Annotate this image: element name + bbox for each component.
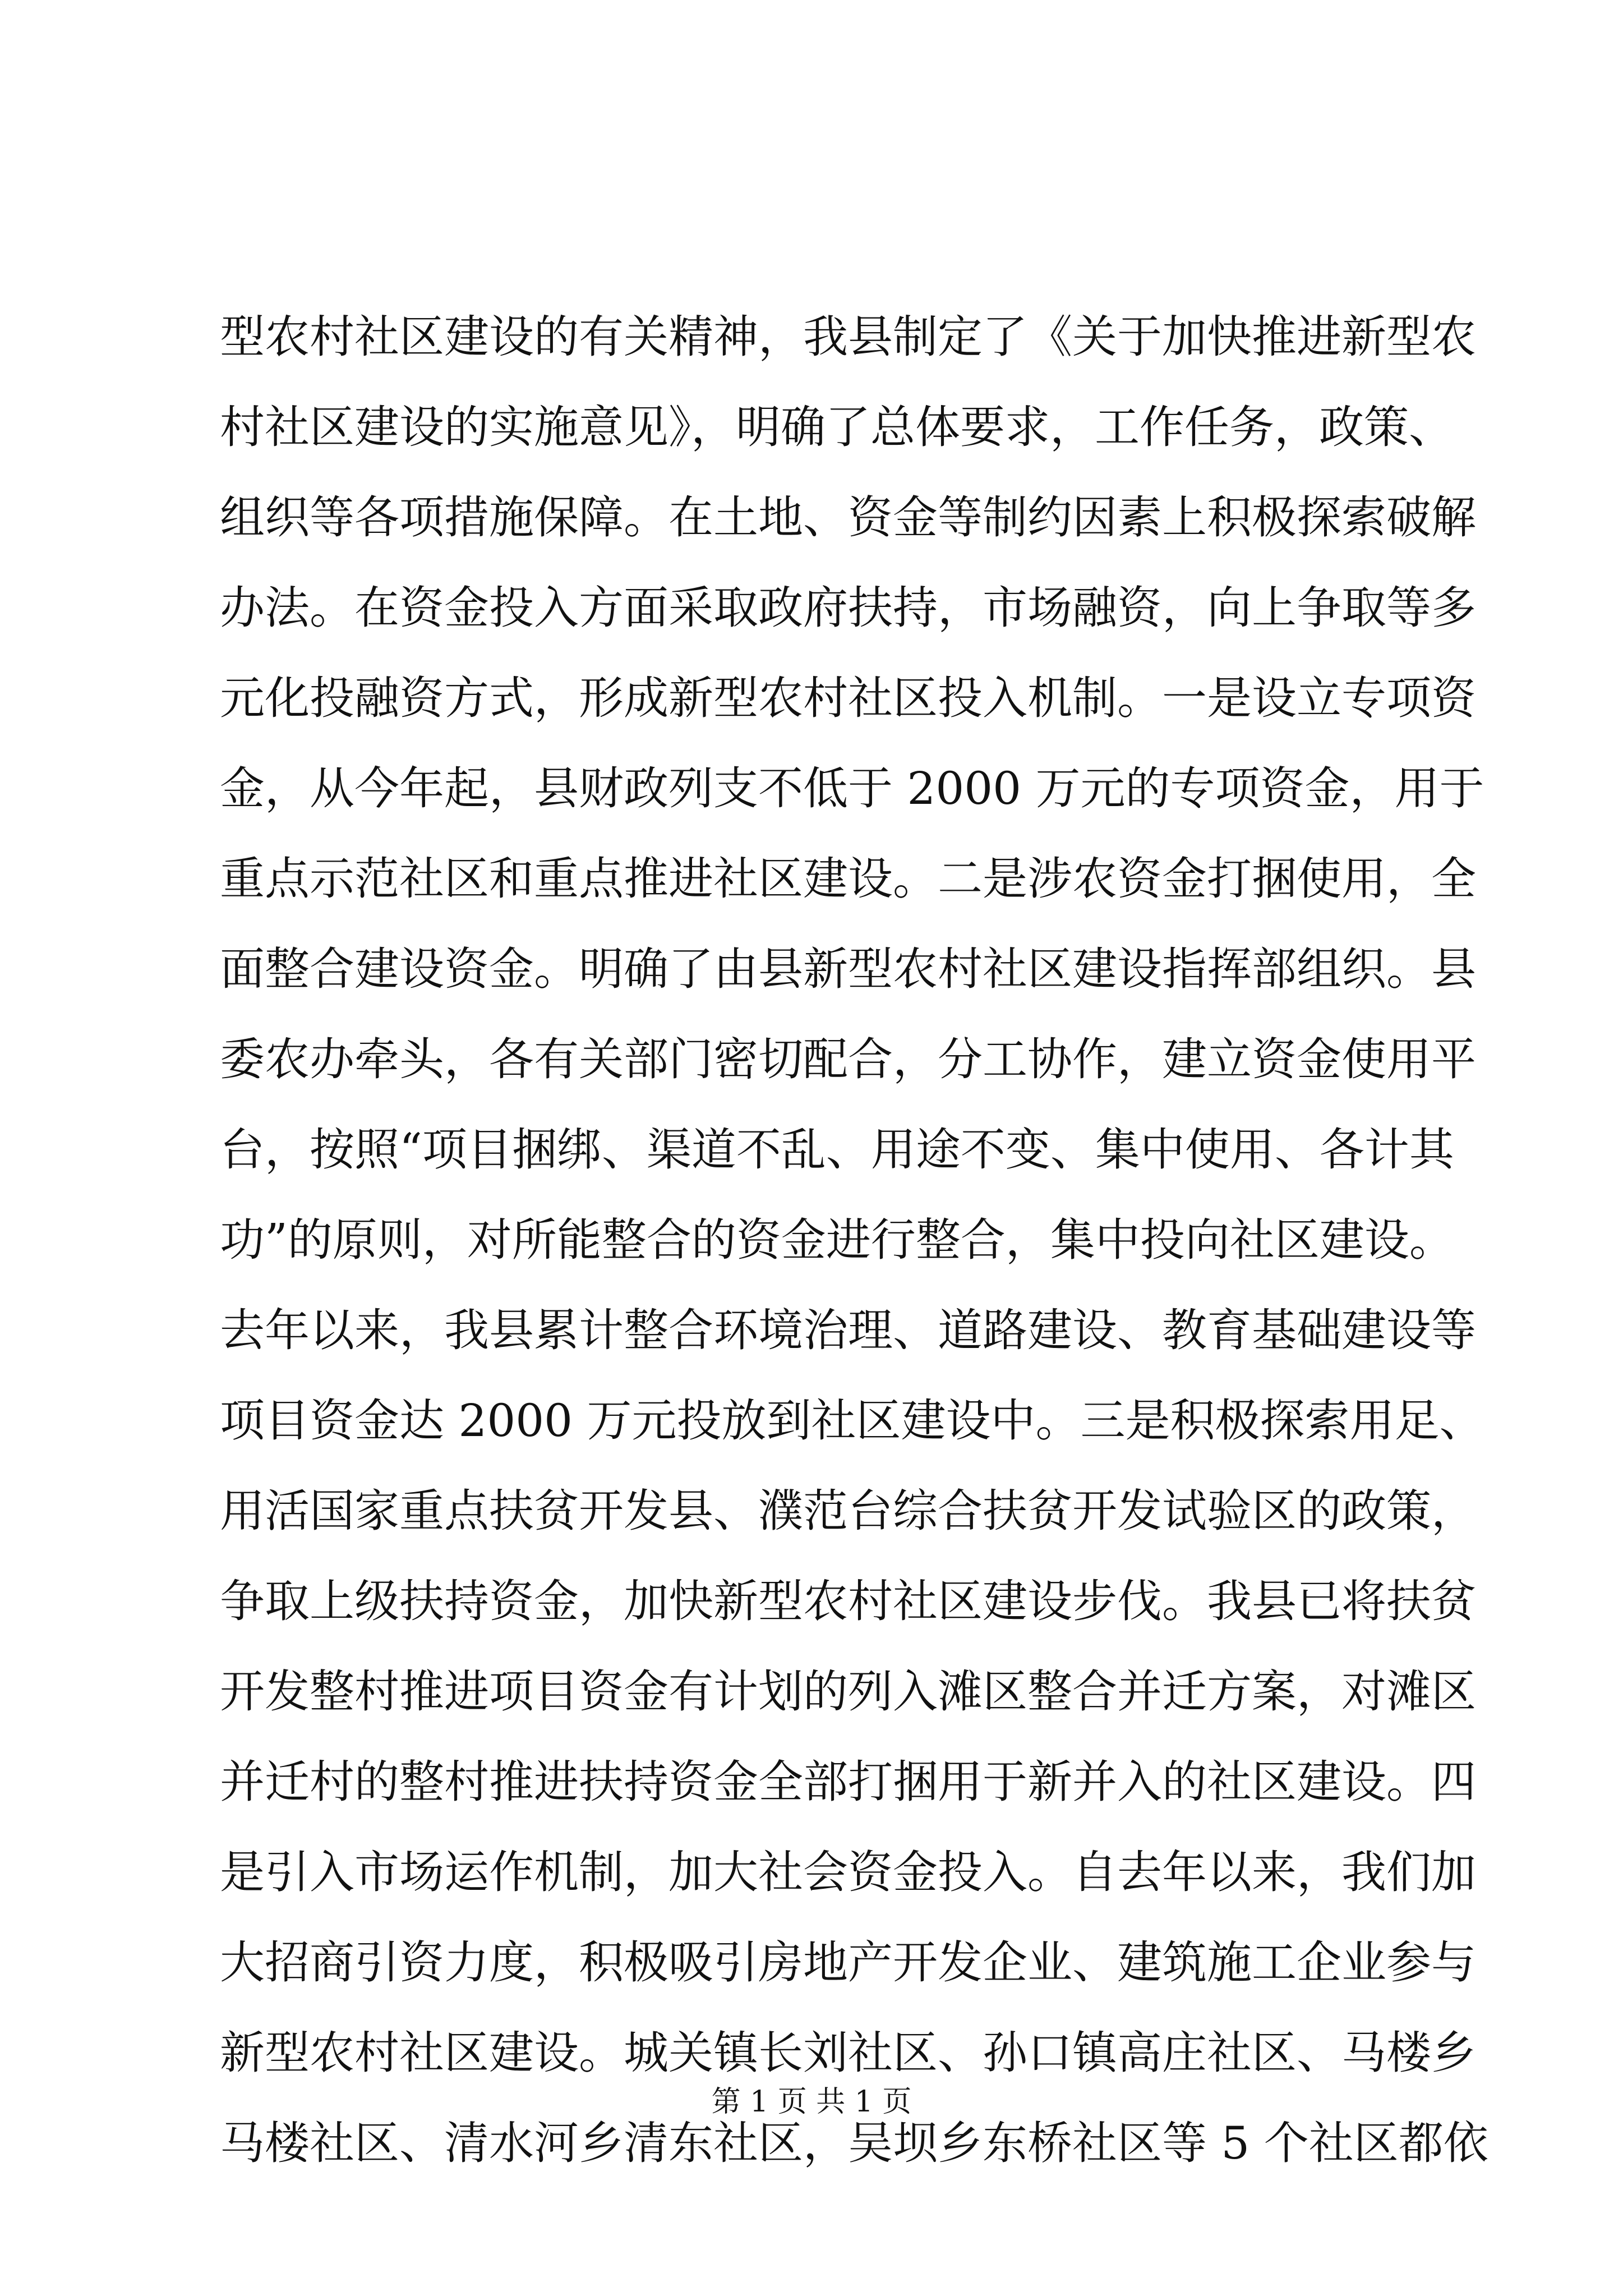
text-line: 去年以来，我县累计整合环境治理、道路建设、教育基础建设等	[220, 1304, 1476, 1356]
text-line: 开发整村推进项目资金有计划的列入滩区整合并迁方案，对滩区	[220, 1665, 1476, 1718]
text-line: 重点示范社区和重点推进社区建设。二是涉农资金打捆使用，全	[220, 853, 1476, 905]
text-line: 功”的原则，对所能整合的资金进行整合，集中投向社区建设。	[220, 1214, 1454, 1266]
text-line: 村社区建设的实施意见》，明确了总体要求，工作任务，政策、	[220, 401, 1454, 453]
text-line: 型农村社区建设的有关精神，我县制定了《关于加快推进新型农	[220, 311, 1476, 363]
text-line: 马楼社区、清水河乡清东社区，吴坝乡东桥社区等 5 个社区都依	[220, 2117, 1488, 2169]
body-text	[220, 292, 1488, 2188]
text-line: 争取上级扶持资金，加快新型农村社区建设步伐。我县已将扶贫	[220, 1575, 1476, 1627]
text-line: 组织等各项措施保障。在土地、资金等制约因素上积极探索破解	[220, 491, 1476, 544]
page-number-footer: 第 1 页 共 1 页	[711, 2085, 912, 2119]
text-line: 委农办牵头，各有关部门密切配合，分工协作，建立资金使用平	[220, 1033, 1476, 1085]
text-line: 办法。在资金投入方面采取政府扶持，市场融资，向上争取等多	[220, 582, 1476, 634]
text-line: 元化投融资方式，形成新型农村社区投入机制。一是设立专项资	[220, 672, 1476, 724]
text-line: 项目资金达 2000 万元投放到社区建设中。三是积极探索用足、	[220, 1395, 1484, 1447]
text-line: 是引入市场运作机制，加大社会资金投入。自去年以来，我们加	[220, 1846, 1476, 1898]
text-line: 金，从今年起，县财政列支不低于 2000 万元的专项资金，用于	[220, 762, 1484, 815]
text-line: 新型农村社区建设。城关镇长刘社区、孙口镇高庄社区、马楼乡	[220, 2027, 1476, 2079]
text-line: 台，按照“项目捆绑、渠道不乱、用途不变、集中使用、各计其	[220, 1124, 1454, 1176]
text-line: 大招商引资力度，积极吸引房地产开发企业、建筑施工企业参与	[220, 1936, 1476, 1989]
text-line: 面整合建设资金。明确了由县新型农村社区建设指挥部组织。县	[220, 943, 1476, 995]
text-line: 并迁村的整村推进扶持资金全部打捆用于新并入的社区建设。四	[220, 1756, 1476, 1808]
text-line: 用活国家重点扶贫开发县、濮范台综合扶贫开发试验区的政策，	[220, 1485, 1476, 1537]
